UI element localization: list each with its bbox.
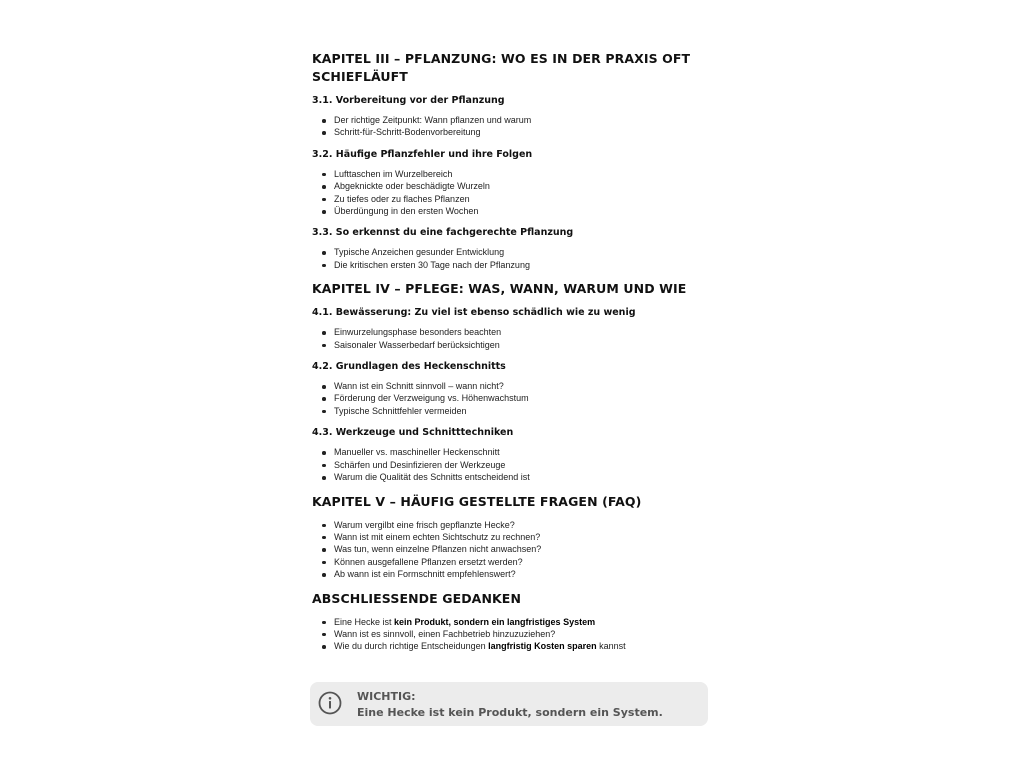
list-item: Was tun, wenn einzelne Pflanzen nicht anwachsen? bbox=[322, 543, 712, 555]
section-3-1-list bbox=[312, 114, 712, 139]
list-item: Saisonaler Wasserbedarf berücksichtigen bbox=[322, 339, 712, 351]
section-4-1-list bbox=[312, 326, 712, 351]
chapter-4-title: KAPITEL IV – PFLEGE: WAS, WANN, WARUM UND WIE bbox=[312, 281, 687, 297]
document-body bbox=[312, 50, 712, 662]
section-4-2-heading: 4.2. Grundlagen des Heckenschnitts bbox=[312, 361, 506, 373]
list-item: Ab wann ist ein Formschnitt empfehlenswert? bbox=[322, 568, 712, 580]
list-item: Zu tiefes oder zu flaches Pflanzen bbox=[322, 193, 712, 205]
list-item: Typische Anzeichen gesunder Entwicklung bbox=[322, 246, 712, 258]
list-item: Wann ist es sinnvoll, einen Fachbetrieb hinzuzuziehen? bbox=[322, 628, 712, 640]
list-item: Schärfen und Desinfizieren der Werkzeuge bbox=[322, 459, 712, 471]
closing-title: ABSCHLIESSENDE GEDANKEN bbox=[312, 590, 522, 606]
list-item: Förderung der Verzweigung vs. Höhenwachstum bbox=[322, 392, 712, 404]
section-4-3-heading: 4.3. Werkzeuge und Schnitttechniken bbox=[312, 427, 514, 439]
info-icon bbox=[318, 691, 342, 715]
callout-label: WICHTIG: bbox=[357, 690, 416, 703]
section-3-1-heading: 3.1. Vorbereitung vor der Pflanzung bbox=[312, 95, 505, 106]
section-3-3-list bbox=[312, 246, 712, 271]
list-item: Der richtige Zeitpunkt: Wann pflanzen und warum bbox=[322, 114, 712, 126]
callout-text bbox=[357, 689, 663, 721]
list-item: Die kritischen ersten 30 Tage nach der Pflanzung bbox=[322, 259, 712, 271]
list-item: Lufttaschen im Wurzelbereich bbox=[322, 168, 712, 180]
section-3-3-heading: 3.3. So erkennst du eine fachgerechte Pflanzung bbox=[312, 227, 574, 239]
chapter-3-title: KAPITEL III – PFLANZUNG: WO ES IN DER PRAXIS OFT SCHIEFLÄUFT bbox=[312, 51, 691, 84]
section-3-2-heading: 3.2. Häufige Pflanzfehler und ihre Folgen bbox=[312, 148, 533, 160]
list-item: Manueller vs. maschineller Heckenschnitt bbox=[322, 446, 712, 458]
list-item: Wie du durch richtige Entscheidungen langfristig Kosten sparen kannst bbox=[322, 640, 712, 652]
list-item: Wann ist ein Schnitt sinnvoll – wann nicht? bbox=[322, 380, 712, 392]
section-4-3-list bbox=[312, 446, 712, 483]
faq-list bbox=[312, 519, 712, 581]
list-item: Eine Hecke ist kein Produkt, sondern ein langfristiges System bbox=[322, 616, 712, 628]
list-item: Überdüngung in den ersten Wochen bbox=[322, 205, 712, 217]
list-item: Einwurzelungsphase besonders beachten bbox=[322, 326, 712, 338]
section-4-2-list bbox=[312, 380, 712, 417]
chapter-5-title: KAPITEL V – HÄUFIG GESTELLTE FRAGEN (FAQ) bbox=[312, 493, 642, 509]
list-item: Abgeknickte oder beschädigte Wurzeln bbox=[322, 180, 712, 192]
list-item: Können ausgefallene Pflanzen ersetzt werden? bbox=[322, 556, 712, 568]
list-item: Warum die Qualität des Schnitts entscheidend ist bbox=[322, 471, 712, 483]
list-item: Typische Schnittfehler vermeiden bbox=[322, 405, 712, 417]
list-item: Schritt-für-Schritt-Bodenvorbereitung bbox=[322, 126, 712, 138]
important-callout bbox=[310, 682, 708, 726]
section-3-2-list bbox=[312, 168, 712, 218]
section-4-1-heading: 4.1. Bewässerung: Zu viel ist ebenso schädlich wie zu wenig bbox=[312, 307, 636, 319]
list-item: Warum vergilbt eine frisch gepflanzte Hecke? bbox=[322, 519, 712, 531]
list-item: Wann ist mit einem echten Sichtschutz zu rechnen? bbox=[322, 531, 712, 543]
callout-message: Eine Hecke ist kein Produkt, sondern ein System. bbox=[357, 706, 663, 719]
closing-list bbox=[312, 616, 712, 653]
